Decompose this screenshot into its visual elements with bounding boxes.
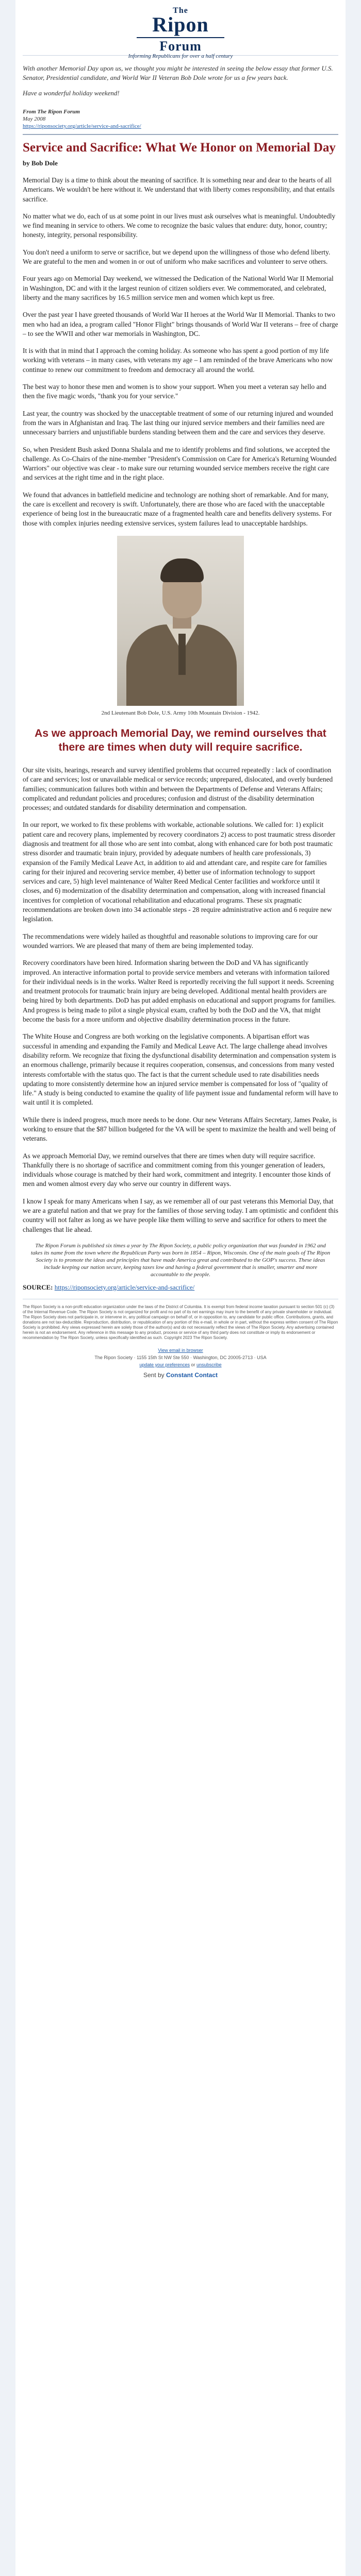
article-paragraph: The recommendations were widely hailed as thoughtful and reasonable solutions to improving care for our wounded warriors. We are pleased that many of them are being implemented today. [23,932,318,950]
article-paragraph: You don't need a uniform to serve or sacrifice, but we depend upon the willingness of those who defend liberty. We are grateful to the men and women in or out of uniform who make sacrifices and volunteer to serve others. [23,248,331,266]
article-paragraph: As we approach Memorial Day, we remind ourselves that there are times when duty will require sacrifice. Thankfully there is no shortage of sacrifice and commitment coming from this younger generation of leaders, individuals whose courage is matched by their hard work, commitment and integrity. I encounter those kinds of men and women almost every day who serve our country in different ways. [23,1151,331,1188]
article-paragraph: We found that advances in battlefield medicine and technology are nothing short of remarkable. And for many, the care is excellent and recovery is swift. Unfortunately, there are those who are faced with the unacceptable experience of being lost in the bureaucratic maze of a fragmented health care and benefits delivery systems. For those with complex injuries needing extensive services, system failures lead to unacceptable hardships. [23,490,332,527]
article-paragraph: Four years ago on Memorial Day weekend, we witnessed the Dedication of the National World War II Memorial in Washington, DC and with it the largest reunion of citizen soldiers ever. We commemorated, and celebrated, liberty and the many sacrifices by 16.5 million service men and women which kept us free. [23,275,334,301]
source-label: SOURCE: [23,1283,53,1291]
article-paragraph: No matter what we do, each of us at some point in our lives must ask ourselves what is meaningful. Undoubtedly we find meaning in service to others. We come to recognize the basic values that endure: duty, honor, country; honesty, integrity, personal responsibility. [23,212,336,239]
source-from: From The Ripon Forum [23,109,80,115]
view-online-link[interactable]: View email in browser [158,1347,203,1353]
logo-ripon[interactable] [23,14,338,35]
article [23,140,338,1234]
logo-sub-text: Forum [159,39,202,54]
article-paragraph: Memorial Day is a time to think about the meaning of sacrifice. It is something near and dear to the hearts of all Americans. We wouldn't be here without it. We understand that with liberty comes responsibility, and that entails sacrifice. [23,176,335,203]
source-block [23,108,338,130]
article-paragraph: The best way to honor these men and women is to show your support. When you meet a veteran say hello and then the five magic words, "thank you for your service." [23,383,326,400]
source-url-link[interactable]: https://riponsociety.org/article/service-and-sacrifice/ [23,123,141,129]
article-byline: by Bob Dole [23,159,58,167]
intro-text: With another Memorial Day upon us, we thought you might be interested in seeing the below essay that former U.S. Senator, Presidential candidate, and World War II Veteran Bob Dole wrote for us a few years back. [23,64,333,81]
masthead [23,0,338,59]
article-paragraph: Last year, the country was shocked by the unacceptable treatment of some of our returning injured and wounded from the wars in Afghanistan and Iraq. The last thing our injured service members and their families need are unnecessary barriers and unjustifiable burdens standing between them and the care and services they deserve. [23,409,333,436]
pull-quote: As we approach Memorial Day, we remind ourselves that there are times when duty will require sacrifice. [35,727,326,753]
constant-contact-badge[interactable] [23,1371,338,1379]
photo-caption: 2nd Lieutenant Bob Dole, U.S. Army 10th Mountain Division - 1942. [101,709,260,716]
cc-brand: Constant Contact [166,1371,218,1379]
section-divider [23,134,338,135]
bob-dole-portrait-photo [117,536,244,706]
logo-small-text: The [173,6,188,15]
source-line [23,1283,338,1292]
ripon-forum-footer-note: The Ripon Forum is published six times a year by The Ripon Society, a public policy organization that was founded in 1962 and takes its name from the town where the Republican Party was born in 1854 – Ripon, Wisconsin. One of the main goals of The Ripon Society is to promote the ideas and principles that have made America great and contributed to the GOP's success. These ideas include keeping our nation secure, keeping taxes low and having a federal government that is smaller, smarter and more accountable to the people. [30,1242,331,1278]
article-paragraph: Recovery coordinators have been hired. Information sharing between the DoD and VA has significantly improved. An interactive information portal to provide service members and veterans with information tailored for their individual needs is in the works. Walter Reed is reportedly receiving the full support it needs. Screening and treatment protocols for traumatic brain injury are being developed. Additional mental health providers are being hired by both departments. DoD has put added emphasis on educational and support programs for families. And progress is being made to pilot a single physical exam, crafted by both the DoD and the VA, that might become the basis for a more uniform and objective disability determination process in the future. [23,959,336,1024]
legal-disclaimer: The Ripon Society is a non-profit education organization under the laws of the District of Columbia. It is exempt from federal income taxation pursuant to section 501 (c) (3) of the Internal Revenue Code. The Ripon Society is not organized for profit and no part of its net earnings may inure to the benefit of any private shareholder or individual. The Ripon Society does not participate in, or intervene in, any political campaign on behalf of, or in opposition to, any candidate for public office. Contributions, grants, and donations are not tax-deductible. Reproduction, distribution, or republication of any portion of this e-mail, in whole or in part, without the express written consent of The Ripon Society is prohibited. Any views expressed herein are solely those of the author(s) and do not necessarily reflect the views of The Ripon Society. Any advertising contained herein is not an endorsement. Any reference in this message to any product, process or service of any third party does not constitute or imply its endorsement or recommendation by The Ripon Society, unless specifically identified as such. Copyright 2023 The Ripon Society. [23,1299,338,1341]
update-preferences-link[interactable]: update your preferences [139,1362,190,1367]
logo-forum [23,40,338,53]
postal-address: The Ripon Society · 1155 15th St NW Ste 550 · Washington, DC 20005-2713 · USA [94,1354,267,1360]
logo-rule [137,37,224,38]
photo-block [23,536,338,716]
article-paragraph: Over the past year I have greeted thousands of World War II heroes at the World War II Memorial. Thanks to two men who had an idea, a program called "Honor Flight" brings thousands of World War II veterans – free of charge – to see the WWII and other war memorials in Washington, DC. [23,311,338,337]
article-paragraph: The White House and Congress are both working on the legislative components. A bipartisan effort was successful in amending and expanding the Family and Medical Leave Act. The large challenge ahead involves disability reform. We recognize that fixing the dysfunctional disability determination and compensation system is an enormous challenge, primarily because it requires cooperation, consensus, and concessions from many vested interests comfortable with the status quo. The fact is that the current schedule used to rate disabilities needs updating to more consistently determine how an injured service member is compensated for loss of "quality of life." A study is being conducted to examine the quality of life payment issue and fundamental reform will have to wait until it is completed. [23,1032,338,1107]
article-paragraph: Our site visits, hearings, research and survey identified problems that occurred repeatedly : lack of coordination of care and services; lost or unavailable medical or service records; unprepared, dislocated, and overly burdened families; communication failures both within and between the Departments of Defense and Veterans Affairs; complicated and redundant policies and procedures; confusion and distrust of the disability determination processes; and outdated standards for disability determination and compensation. [23,766,333,812]
article-title: Service and Sacrifice: What We Honor on Memorial Day [23,141,336,155]
intro-holiday: Have a wonderful holiday weekend! [23,89,120,97]
article-paragraph: I know I speak for many Americans when I say, as we remember all of our past veterans this Memorial Day, that we are a grateful nation and that we pray for the families of those serving today. I am optimistic and confident this country will not falter as long as we have people like them willing to serve and sacrifice for others to meet the challenges that lie ahead. [23,1197,338,1233]
unsubscribe-link[interactable]: unsubscribe [196,1362,222,1367]
email-footer [23,1347,338,1368]
cc-prefix: Sent by [143,1371,165,1379]
source-date: May 2008 [23,116,46,122]
masthead-tagline: Informing Republicans for over a half century [128,53,233,59]
article-paragraph: In our report, we worked to fix these problems with workable, actionable solutions. We called for: 1) explicit patient care and recovery plans, implemented by recovery coordinators 2) access to post traumatic stress disorder diagnosis and treatment for all those who are sent into combat, along with enhanced care for both post traumatic stress disorder and traumatic brain injury, provided by adequate numbers of health care professionals, 3) expansion of the Family Medical Leave Act, in addition to aid and attendant care, and respite care for families caring for their injured and recovering service member, 4) better use of information technology to support services and care, 5) high level maintenance of Walter Reed Medical Center facilities and workforce until it closes, and 6) modernization of the disability determination and compensation, along with increased financial incentives for completion of vocational rehabilitation and educational programs. These six pragmatic recommendations are broken down into 34 actionable steps - 28 require administrative action and 6 require new legislation. [23,821,336,923]
source-footer-link[interactable]: https://riponsociety.org/article/service-and-sacrifice/ [54,1283,195,1291]
article-paragraph: While there is indeed progress, much more needs to be done. Our new Veterans Affairs Secretary, James Peake, is working to ensure that the $87 billion budgeted for the VA will be spent to maximize the health and well being of veterans. [23,1115,337,1143]
article-paragraph: So, when President Bush asked Donna Shalala and me to identify problems and find solutions, we accepted the challenge. As Co-Chairs of the nine-member "President's Commission on Care for America's Returning Wounded Warriors" our objective was clear - to make sure our returning wounded service members receive the right care and services at the right time and in the right place. [23,445,337,482]
logo-big-text: Ripon [152,13,209,36]
article-paragraph: It is with that in mind that I approach the coming holiday. As someone who has spent a good portion of my life working with veterans – in many cases, with veterans my age – I am reminded of the brave Americans who now continue to renew our commitment to freedom and democracy all around the world. [23,347,333,374]
or-text: or [191,1362,195,1367]
email-page [15,0,346,2576]
